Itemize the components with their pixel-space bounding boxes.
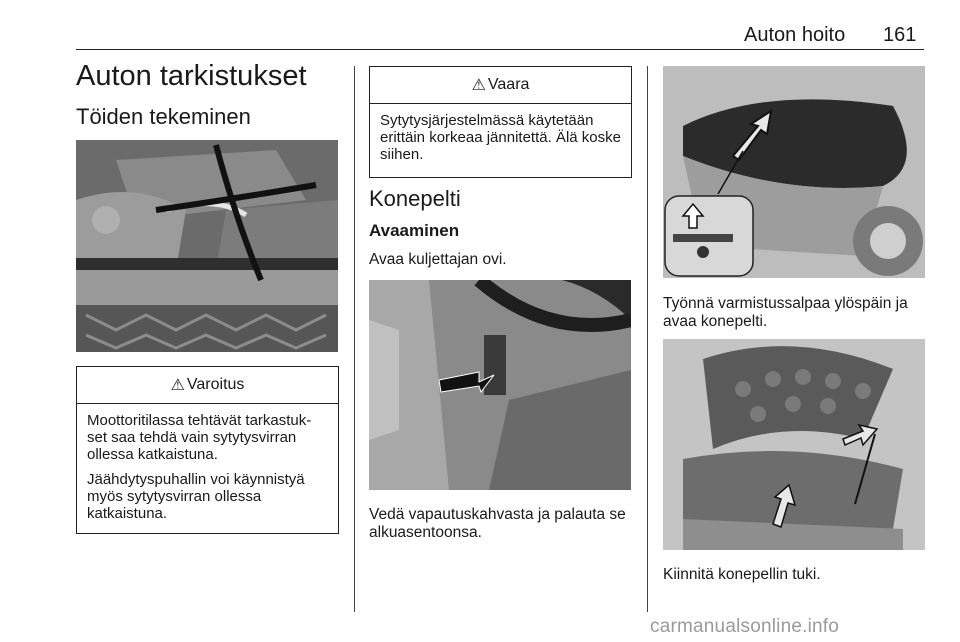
step-pull-release-handle: Vedä vapautuskahvasta ja palauta se alkuasentoonsa. — [369, 506, 626, 541]
subsection-heading-opening: Avaaminen — [369, 221, 460, 240]
danger-text: Sytytysjärjestelmässä käytetään erittäin korkeaa jännitettä. Älä koske siihen. — [380, 112, 621, 163]
danger-box — [369, 66, 632, 178]
caution-label: Varoitus — [186, 376, 245, 393]
caution-box-header — [77, 367, 338, 404]
hood-prop-illustration — [663, 339, 925, 550]
section-subtitle: Töiden tekeminen — [76, 104, 251, 129]
step-attach-hood-prop: Kiinnitä konepellin tuki. — [663, 566, 821, 583]
warning-triangle-icon: ⚠ — [170, 377, 185, 394]
engine-bay-photo — [76, 140, 338, 352]
safety-catch-illustration — [663, 66, 925, 278]
release-handle-illustration — [369, 280, 631, 490]
danger-label: Vaara — [487, 76, 530, 93]
column-divider-right — [647, 66, 648, 612]
header-rule — [76, 49, 924, 50]
section-heading-hood: Konepelti — [369, 186, 461, 211]
danger-box-body — [370, 104, 631, 171]
danger-box-header — [370, 67, 631, 104]
page-number: 161 — [883, 24, 917, 46]
watermark: carmanualsonline.info — [650, 616, 840, 637]
page-title: Auton tarkistukset — [76, 60, 307, 92]
warning-triangle-icon: ⚠ — [471, 77, 486, 94]
caution-paragraph-2: Jäähdytyspuhallin voi käynnistyä myös sytytysvirran ollessa katkaistuna. — [87, 471, 305, 522]
step-open-driver-door: Avaa kuljettajan ovi. — [369, 251, 507, 268]
caution-box-body — [77, 404, 338, 530]
step-push-safety-catch: Työnnä varmistussalpaa ylöspäin ja avaa konepelti. — [663, 295, 908, 330]
running-title: Auton hoito — [744, 24, 846, 46]
caution-box — [76, 366, 339, 534]
caution-paragraph-1: Moottoritilassa tehtävät tarkastuk-set saa tehdä vain sytytysvirran ollessa katkaistuna. — [87, 412, 312, 463]
column-divider-left — [354, 66, 355, 612]
